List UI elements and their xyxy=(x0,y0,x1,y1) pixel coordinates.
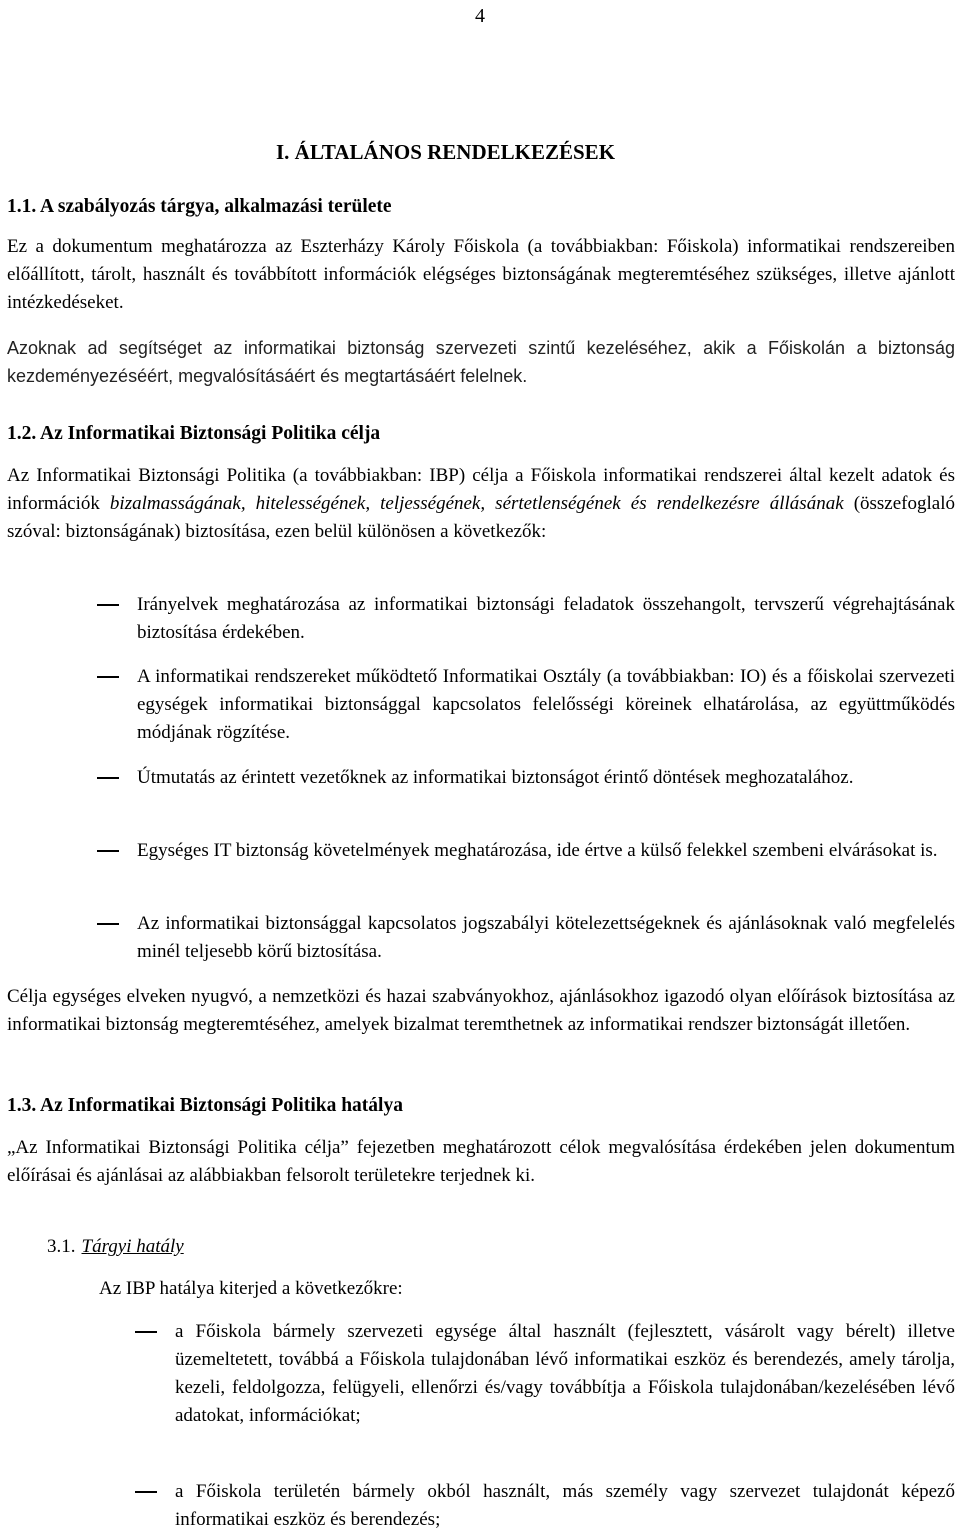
intro-italic-terms: bizalmasságának, hitelességének, teljességének, sértetlenségének és rendelkezésre állásának xyxy=(109,493,844,514)
dash-bullet-icon xyxy=(97,604,119,606)
dash-bullet-icon xyxy=(97,676,119,678)
list-item-text: a Főiskola bármely szervezeti egysége által használt (fejlesztett, vásárolt vagy bérelt) illetve üzemeltetett, továbbá a Főiskola tulajdonában lévő informatikai eszköz és berendezés, amely tárolja, kezeli, feldolgozza, felügyeli, ellenőrzi és/vagy továbbítja a Főiskola tulajdonában/kezelésében lévő adatokat, információkat; xyxy=(175,1321,955,1426)
list-item-text: Irányelvek meghatározása az informatikai biztonsági feladatok összehangolt, tervszerű végrehajtásának biztosítása érdekében. xyxy=(137,594,955,643)
subsection-number: 3.1. xyxy=(47,1236,76,1257)
chapter-title: I. ÁLTALÁNOS RENDELKEZÉSEK xyxy=(276,140,616,164)
section-1-2-closing: Célja egységes elveken nyugvó, a nemzetközi és hazai szabványokhoz, ajánlásokhoz igazodó olyan előírások biztosítása az informatikai biztonság megteremtéséhez, amelyek bizalmat teremthetnek az informatikai rendszer biztonságát illetően. xyxy=(7,986,955,1035)
section-heading-1-3: 1.3. Az Informatikai Biztonsági Politika hatálya xyxy=(7,1095,403,1116)
list-item-text: a Főiskola területén bármely okból használt, más személy vagy szervezet tulajdonát képező informatikai eszköz és berendezés; xyxy=(175,1481,955,1530)
dash-bullet-icon xyxy=(135,1491,157,1493)
section-1-2-intro xyxy=(7,462,955,546)
section-heading-1-1: 1.1. A szabályozás tárgya, alkalmazási területe xyxy=(7,196,392,217)
list-item-text: Egységes IT biztonság követelmények meghatározása, ide értve a külső felekkel szembeni elvárásokat is. xyxy=(137,840,938,861)
list-item-text: Az informatikai biztonsággal kapcsolatos jogszabályi kötelezettségeknek és ajánlásoknak való megfelelés minél teljesebb körű biztosítása. xyxy=(137,913,955,962)
page-number: 4 xyxy=(475,5,485,27)
dash-bullet-icon xyxy=(97,850,119,852)
intro-text-start: Az Informatikai Biztonsági Politika (a továbbiakban: IBP) célja a Főiskola informatikai rendszerei által kezelt adatok és információk xyxy=(7,465,955,514)
intro-text-end: (összefoglaló szóval: biztonságának) biztosítása, ezen belül különösen a következők: xyxy=(7,493,955,542)
section-1-3-intro: „Az Informatikai Biztonsági Politika célja” fejezetben meghatározott célok megvalósítása érdekében jelen dokumentum előírásai és ajánlásai az alábbiakban felsorolt területekre terjednek ki. xyxy=(7,1137,955,1186)
subsection-heading-3-1 xyxy=(47,1233,184,1261)
list-item-text: Útmutatás az érintett vezetőknek az informatikai biztonságot érintő döntések meghozatalához. xyxy=(137,767,854,788)
dash-bullet-icon xyxy=(135,1331,157,1333)
section-1-1-paragraph-2: Azoknak ad segítséget az informatikai biztonság szervezeti szintű kezeléséhez, akik a Főiskolán a biztonság kezdeményezéséért, megvalósításáért és megtartásáért felelnek. xyxy=(7,338,955,386)
subsection-title: Tárgyi hatály xyxy=(81,1236,184,1257)
subsection-intro: Az IBP hatálya kiterjed a következőkre: xyxy=(99,1278,403,1299)
section-1-1-paragraph-1: Ez a dokumentum meghatározza az Eszterházy Károly Főiskola (a továbbiakban: Főiskola) informatikai rendszereiben előállított, tárolt, használt és továbbított információk elégséges biztonságának megteremtéséhez szükséges, illetve ajánlott intézkedéseket. xyxy=(7,236,955,313)
dash-bullet-icon xyxy=(97,923,119,925)
list-item-text: A informatikai rendszereket működtető Informatikai Osztály (a továbbiakban: IO) és a főiskolai szervezeti egységek informatikai biztonsággal kapcsolatos felelősségi köreinek elhatárolása, az együttműködés módjának rögzítése. xyxy=(137,666,955,743)
dash-bullet-icon xyxy=(97,777,119,779)
section-heading-1-2: 1.2. Az Informatikai Biztonsági Politika célja xyxy=(7,423,381,444)
